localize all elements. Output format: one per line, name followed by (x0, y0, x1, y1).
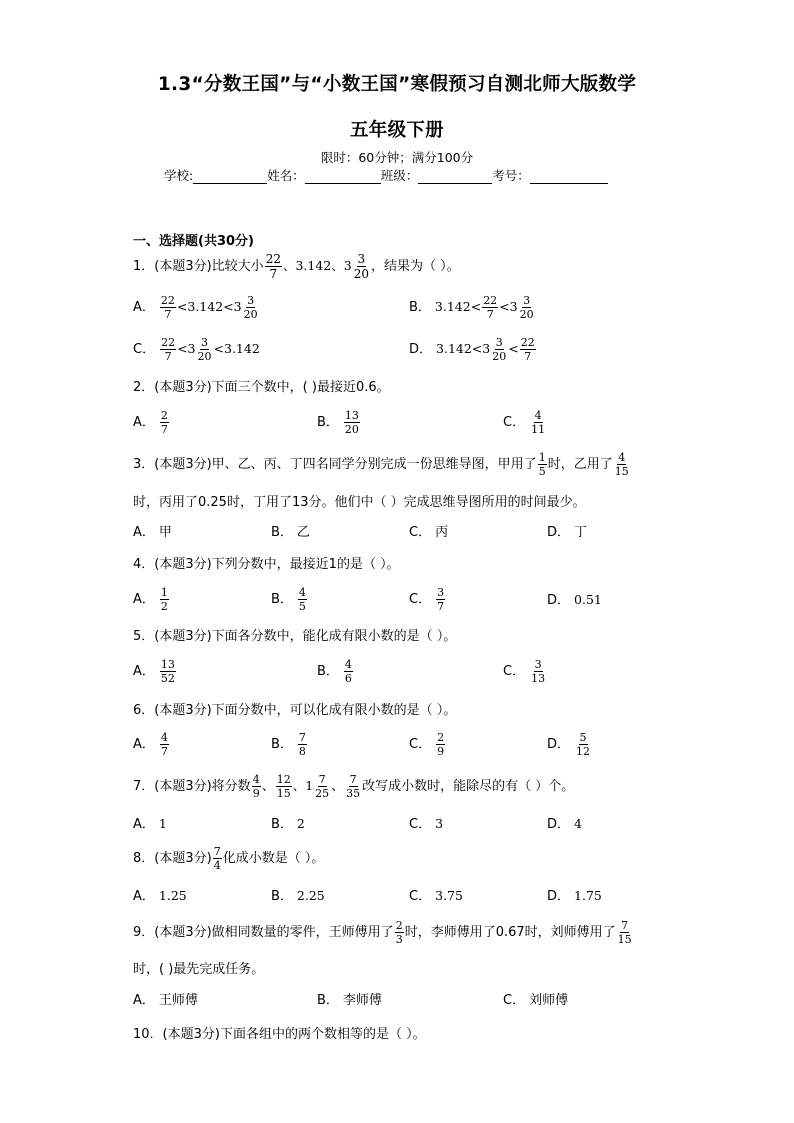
fraction: $\frac{4}{5}$ (298, 586, 306, 613)
q3-option-b[interactable]: B． 乙 (271, 525, 310, 540)
q6-option-a[interactable]: A． $\frac{4}{7}$ (133, 731, 168, 758)
fraction: $\frac{3}{20}$ (492, 336, 507, 363)
school-field[interactable] (193, 171, 267, 184)
q1-option-d[interactable]: D． 3.142<3 $\frac{3}{20}$ < $\frac{22}{7}$ (409, 336, 535, 363)
doc-title-line2: 五年级下册 (349, 120, 444, 141)
fraction: $\frac{7}{25}$ (315, 773, 330, 800)
fraction: $\frac{2}{3}$ (395, 919, 403, 946)
q3-option-a[interactable]: A． 甲 (133, 525, 172, 540)
q1-stem-end: ，结果为（ ）。 (371, 259, 460, 274)
q4-option-c[interactable]: C． $\frac{3}{7}$ (409, 586, 445, 613)
question-4: 4．(本题3分)下列分数中，最接近1的是（ ）。 (133, 557, 400, 572)
q4-option-a[interactable]: A． $\frac{1}{2}$ (133, 586, 168, 613)
fraction: $\frac{22}{7}$ (483, 294, 498, 321)
question-3-cont: 时，丙用了0.25时，丁用了13分。他们中（ ）完成思维导图所用的时间最少。 (133, 495, 586, 510)
fraction: $\frac{3}{13}$ (531, 658, 546, 685)
q9-option-c[interactable]: C． 刘师傅 (503, 993, 569, 1008)
q9-option-a[interactable]: A． 王师傅 (133, 993, 198, 1008)
q7-option-b[interactable]: B． 2 (271, 816, 305, 832)
time-limit: 限时：60分钟；满分100分 (320, 150, 474, 165)
q7-option-a[interactable]: A． 1 (133, 816, 167, 832)
fraction: $\frac{7}{15}$ (617, 919, 632, 946)
fraction: $\frac{7}{8}$ (298, 731, 306, 758)
question-8: 8．(本题3分) $\frac{7}{4}$ 化成小数是（ ）。 (133, 845, 325, 872)
q1-text: 、3.142、3 (282, 258, 352, 274)
fraction: $\frac{22}{7}$ (161, 336, 176, 363)
fraction: $\frac{4}{15}$ (614, 451, 629, 478)
question-2: 2．(本题3分)下面三个数中，( )最接近0.6。 (133, 380, 390, 395)
question-1 (133, 253, 460, 280)
q5-option-c[interactable]: C． $\frac{3}{13}$ (503, 658, 546, 685)
fraction: $\frac{7}{4}$ (213, 845, 221, 872)
fraction: $\frac{4}{11}$ (531, 409, 546, 436)
q6-option-b[interactable]: B． $\frac{7}{8}$ (271, 731, 306, 758)
q6-option-c[interactable]: C． $\frac{2}{9}$ (409, 731, 445, 758)
fraction: $\frac{2}{9}$ (437, 731, 445, 758)
q5-option-a[interactable]: A． $\frac{13}{52}$ (133, 658, 175, 685)
class-field[interactable] (418, 171, 492, 184)
question-5: 5．(本题3分)下面各分数中，能化成有限小数的是（ ）。 (133, 629, 457, 644)
doc-title-line1: 1.3“分数王国”与“小数王国”寒假预习自测北师大版数学 (157, 74, 637, 95)
question-7: 7．(本题3分)将分数 $\frac{4}{9}$ 、 $\frac{12}{15}$ 、1 $\frac{7}{25}$ 、 $\frac{7}{35}$ 改写成小数时，能除尽的有（ ）个。 (133, 773, 575, 800)
school-label: 学校: (164, 168, 194, 183)
fraction: $\frac{13}{20}$ (344, 409, 359, 436)
fraction: $\frac{4}{7}$ (160, 731, 168, 758)
question-10: 10．(本题3分)下面各组中的两个数相等的是（ ）。 (133, 1027, 426, 1042)
fraction: $\frac{3}{20}$ (197, 336, 212, 363)
fraction: $\frac{12}{15}$ (276, 773, 291, 800)
q7-option-c[interactable]: C． 3 (409, 816, 444, 832)
question-6: 6．(本题3分)下面分数中，可以化成有限小数的是（ ）。 (133, 703, 457, 718)
question-3: 3．(本题3分)甲、乙、丙、丁四名同学分别完成一份思维导图，甲用了 $\frac{1}{5}$ 时，乙用了 $\frac{4}{15}$ (133, 451, 629, 478)
exam-number-field[interactable] (530, 171, 608, 184)
q2-option-b[interactable]: B． $\frac{13}{20}$ (317, 409, 359, 436)
fraction: $\frac{2}{7}$ (160, 409, 168, 436)
q9-option-b[interactable]: B． 李师傅 (317, 993, 382, 1008)
question-9-cont: 时，( )最先完成任务。 (133, 962, 265, 977)
q2-option-c[interactable]: C． $\frac{4}{11}$ (503, 409, 546, 436)
q8-option-b[interactable]: B． 2.25 (271, 888, 325, 904)
q4-option-d[interactable]: D． 0.51 (547, 592, 602, 608)
q6-option-d[interactable]: D． $\frac{5}{12}$ (547, 731, 591, 758)
fraction: $\frac{3}{20}$ (243, 294, 258, 321)
fraction: $\frac{22}{7}$ (160, 294, 175, 321)
section-title: 一、选择题(共30分) (133, 234, 254, 249)
q1-option-c[interactable]: C． $\frac{22}{7}$ <3 $\frac{3}{20}$ <3.142 (133, 336, 260, 363)
q7-option-d[interactable]: D． 4 (547, 816, 582, 832)
q1-stem: 1．(本题3分)比较大小 (133, 259, 264, 274)
fraction: $\frac{1}{5}$ (538, 451, 546, 478)
fraction: $\frac{3}{20}$ (353, 252, 369, 281)
q3-option-c[interactable]: C． 丙 (409, 525, 449, 540)
student-info-row (164, 166, 608, 184)
fraction: $\frac{1}{2}$ (160, 586, 168, 613)
q5-option-b[interactable]: B． $\frac{4}{6}$ (317, 658, 352, 685)
q8-option-a[interactable]: A． 1.25 (133, 888, 187, 904)
name-label: 姓名： (267, 168, 305, 183)
q3-option-d[interactable]: D． 丁 (547, 525, 588, 540)
q1-option-b[interactable]: B． 3.142< $\frac{22}{7}$ <3 $\frac{3}{20}$ (409, 294, 534, 321)
exam-number-label: 考号： (492, 168, 530, 183)
fraction: $\frac{7}{35}$ (346, 773, 361, 800)
q2-option-a[interactable]: A． $\frac{2}{7}$ (133, 409, 168, 436)
fraction: $\frac{22}{7}$ (265, 252, 281, 281)
name-field[interactable] (305, 171, 381, 184)
q1-option-a[interactable]: A． $\frac{22}{7}$ <3.142<3 $\frac{3}{20}$ (133, 294, 258, 321)
fraction: $\frac{3}{7}$ (437, 586, 445, 613)
fraction: $\frac{3}{20}$ (519, 294, 534, 321)
q4-option-b[interactable]: B． $\frac{4}{5}$ (271, 586, 306, 613)
fraction: $\frac{22}{7}$ (520, 336, 535, 363)
q8-option-c[interactable]: C． 3.75 (409, 888, 463, 904)
class-label: 班级： (380, 168, 419, 183)
fraction: $\frac{5}{12}$ (576, 731, 591, 758)
fraction: $\frac{4}{9}$ (252, 773, 260, 800)
q8-option-d[interactable]: D． 1.75 (547, 888, 602, 904)
fraction: $\frac{4}{6}$ (344, 658, 352, 685)
fraction: $\frac{13}{52}$ (160, 658, 175, 685)
question-9: 9．(本题3分)做相同数量的零件，王师傅用了 $\frac{2}{3}$ 时，李师傅用了0.67时，刘师傅用了 $\frac{7}{15}$ (133, 919, 632, 946)
